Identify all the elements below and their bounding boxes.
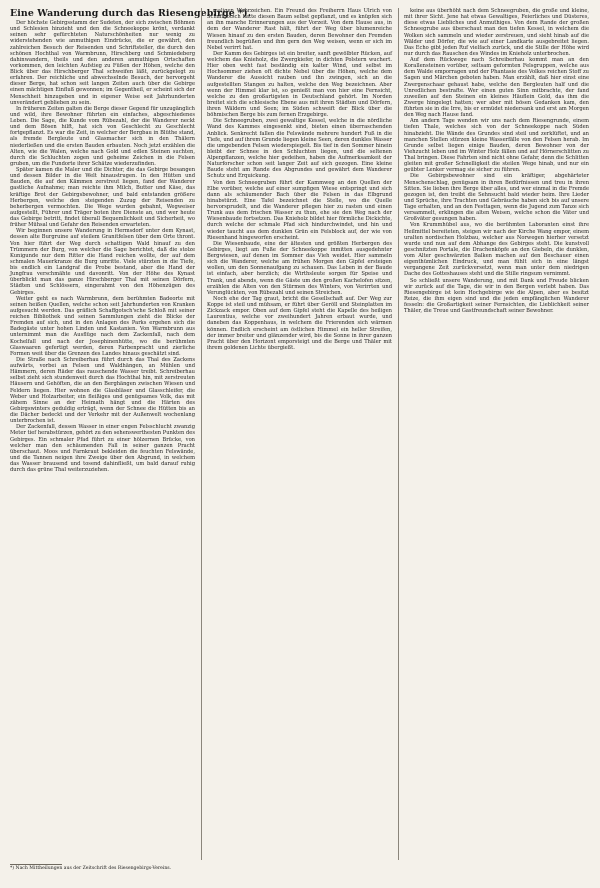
paragraph: Die Wiesenbaude, eine der ältesten und größten Herbergen des Gebirges, liegt am Fuße der Schneekoppe inmitten ausgedehnter Bergwiesen, auf denen im Sommer das Vieh weidet. Hier sammeln sich die Wanderer, welche am frühen Morgen den Gipfel ersteigen wollen, um den Sonnenaufgang zu schauen. Das Leben in der Baude ist einfach, aber herzlich; die Wirthsleute sorgen für Speise und Trank, und abends, wenn die Gäste um den großen Kachelofen sitzen, erzählen die Alten von den Stürmen des Winters, von Verirrten und Verunglückten, von Rübezahl und seinen Streichen.: [207, 240, 392, 296]
paragraph: Wir beginnen unsere Wanderung in Hermsdorf unter dem Kynast, dessen alte Burgruine auf steilem Granitfelsen über dem Orte thront. Von hier führt der Weg durch schattigen Wald hinauf zu den Trümmern der Burg, von welcher die Sage berichtet, daß die stolze Kunigunde nur dem Ritter die Hand reichen wollte, der auf dem schmalen Mauerkranze die Burg umritte. Viele stürzten in die Tiefe, bis endlich ein Landgraf die Probe bestand, aber die Hand der Jungfrau verschmähte und davonritt. Von der Höhe des Kynast überblickt man das ganze Hirschberger Thal mit seinen Dörfern, Städten und Schlössern, eingerahmt von den Höhenzügen des Gebirges.: [10, 228, 195, 296]
article-columns: [10, 8, 590, 860]
footnote: *) Nach Mittheilungen aus der Zeitschrift des Riesengebirgs-Vereins.: [10, 866, 172, 871]
paragraph: Am andern Tage wenden wir uns nach dem Riesengrunde, einem tiefen Thale, welches sich von der Schneekoppe nach Süden hinabzieht. Die Wände des Grundes sind steil und zerklüftet, und an manchen Stellen stürzen kleine Wasserfälle von den Felsen herab. Im Grunde selbst liegen einige Bauden, deren Bewohner von der Viehzucht leben und im Winter Holz fällen und auf Hörnerschlitten zu Thal bringen. Diese Fahrten sind nicht ohne Gefahr, denn die Schlitten gleiten mit großer Schnelligkeit die steilen Wege hinab, und nur ein geübter Lenker vermag sie sicher zu führen.: [404, 118, 589, 174]
article-title: Eine Wanderung durch das Riesengebirge *).: [10, 8, 252, 19]
paragraph: Die Straße nach Schreiberhau führt durch das Thal des Zackens aufwärts, vorbei an Felsen und Waldhängen, an Mühlen und Hämmern, deren Räder das rauschende Wasser treibt. Schreiberhau selbst zieht sich stundenweit durch das Hochthal hin, mit zerstreuten Häusern und Gehöften, die an den Berghängen zwischen Wiesen und Feldern liegen. Hier wohnen die Glasbläser und Glasschleifer, die Weber und Holzarbeiter, ein fleißiges und genügsames Volk, das mit zähem Sinne an der Heimath hängt und die Härten des Gebirgswinters geduldig erträgt, wenn der Schnee die Hütten bis an die Dächer bedeckt und der Verkehr mit der Außenwelt wochenlang unterbrochen ist.: [10, 356, 195, 425]
column-divider: [201, 8, 202, 860]
paragraph: So schließt unsere Wanderung, und mit Dank und Freude blicken wir zurück auf die Tage, die wir in den Bergen verlebt haben. Das Riesengebirge ist kein Hochgebirge wie die Alpen, aber es besitzt Reize, die ihm eigen sind und die jeden empfänglichen Wanderer fesseln: die Großartigkeit seiner Fernsichten, die Lieblichkeit seiner Thäler, die Treue und Gastfreundschaft seiner Bewohner.: [404, 277, 589, 315]
paragraph: Später kamen die Maler und die Dichter, die das Gebirge besangen und dessen Bilder in die Welt hinaustrugen. In den Hütten und Bauden, die auf den Kämmen zerstreut liegen, fand der Wanderer gastliche Aufnahme; man reichte ihm Milch, Butter und Käse, das kräftige Brot der Gebirgsbewohner, und bald entstanden größere Herbergen, welche den steigenden Zuzug der Reisenden zu beherbergen vermochten. Die Wege wurden gebahnt, Wegweiser aufgestellt, Führer und Träger boten ihre Dienste an, und wer heute das Gebirge betritt, findet überall Bequemlichkeit und Sicherheit, wo früher Mühsal und Gefahr den Reisenden erwarteten.: [10, 167, 195, 229]
paragraph: Der Zackenfall, dessen Wasser in einer engen Felsschlucht zwanzig Meter tief herabstürzen, gehört zu den sehenswerthesten Punkten des Gebirges. Ein schmaler Pfad führt zu einer hölzernen Brücke, von welcher man den schäumenden Fall in seiner ganzen Pracht überschaut. Moos und Farnkraut bekleiden die feuchten Felswände, und die Tannen neigen ihre Zweige über den Abgrund, in welchem das Wasser brausend und tosend dahinfließt, um bald darauf ruhig durch das grüne Thal weiterzuziehen.: [10, 424, 195, 474]
footnote-divider: [10, 864, 62, 865]
paragraph: keine aus überhöht nach dem Schneegruben, die große und kleine, mit ihrer Sicht. Jene hat etwas Gewaltiges, Feierliches und Düsteres, diese etwas Liebliches und Anmuthiges. Von dem Rande der großen Schneegrube aus überschaut man den tiefen Kessel, in welchem die Wolken sich sammeln und wieder zerstreuen, und sieht hinab auf die Wälder und Dörfer, die wie auf einer Landkarte ausgebreitet liegen. Das Echo gibt jeden Ruf vielfach zurück, und die Stille der Höhe wird nur durch das Rauschen des Windes im Knieholz unterbrochen.: [404, 8, 589, 57]
newspaper-page: [10, 8, 590, 880]
paragraph: Die Gebirgsbewohner sind ein kräftiger, abgehärteter Menschenschlag, genügsam in ihren Bedürfnissen und treu in ihren Sitten. Sie lieben ihre Berge über alles, und wer einmal in die Fremde gezogen ist, den treibt die Sehnsucht bald wieder heim. Ihre Lieder und Sprüche, ihre Trachten und Gebräuche haben sich bis auf unsere Tage erhalten, und an den Festtagen, wenn die Jugend zum Tanze sich versammelt, erklingen die alten Weisen, welche schon die Väter und Großväter gesungen haben.: [404, 173, 589, 223]
paragraph: Noch ehe der Tag graut, bricht die Gesellschaft auf. Der Weg zur Koppe ist steil und mühsam, er führt über Geröll und Steinplatten im Zickzack empor. Oben auf dem Gipfel steht die Kapelle des heiligen Laurentius, welche vor zweihundert Jahren erbaut wurde, und daneben das Koppenhaus, in welchem die Frierenden sich wärmen können. Endlich erscheint am östlichen Himmel ein heller Streifen, der immer breiter und glänzender wird, bis die Sonne in ihrer ganzen Pracht über den Horizont emporsteigt und die Berge und Thäler mit ihrem goldenen Lichte übergießt.: [207, 295, 392, 351]
paragraph: Der höchste Gebirgsstamm der Sudeten, der sich zwischen Böhmen und Schlesien hinzieht und den die Schneekoppe krönt, verdankt seinen sehr gefürchteten Naturschönheiten nur wenig zu widerstehenden wie anmuthigen Eindrücke, die er gewährt, den zahlreichen Besuch der Reisenden und Schriftsteller, die durch den schönen Hochthal von Warmbrunn, Hirschberg und Schmiedeberg dahinwandern, theils und den anderen anmuthigen Ortschaften vorkommen, den leichten Aufstieg zu Füßen der Höhen, welche den Blick über das Hirschberger Thal schweifen läßt, zurückgelegt zu erfahren. Der reichliche und abwechselnde Besuch, der hervorgeht dieser Berge, hat schon seit langen Zeiten auch über die Gebirge einen mächtigen Einfluß gewonnen; im Gegentheil, er scheint sich der Menschheit hinzugeben und in eigener Weise seit Jahrhunderten unverändert geblieben zu sein.: [10, 20, 195, 106]
paragraph: In früheren Zeiten galten die Berge dieser Gegend für unzugänglich und wild, ihre Bewohner führten ein einfaches, abgeschiedenes Leben. Die Sage, die Kunde vom Rübezahl, der die Wanderer neckt und dem Bösen hilft, hat sich von Geschlecht zu Geschlecht fortgepflanzt. Es war die Zeit, in welcher der Bergbau in Blüthe stand, als fremde Bergleute und Glasmacher sich in den Thälern niederließen und die ersten Bauden erbauten. Noch jetzt erzählen die Alten, wie die Walen, welche nach Gold und edlen Steinen suchten, durch die Schluchten zogen und geheime Zeichen in die Felsen gruben, um die Fundorte ihrer Schätze wiederzufinden.: [10, 105, 195, 167]
column-2: [207, 8, 392, 860]
paragraph: maligen Wahrzeichen. Ein Freund des Freiherrn Haus Ulrich von Schaffgotsch hatte diesen Baum selbst gepflanzt, und es knüpfen sich an ihn manche Erinnerungen aus der Vorzeit. Von dem Hause aus, in dem der Wanderer Rast hält, führt der Weg über blumenreiche Wiesen hinauf zu den ersten Bauden, deren Bewohner den Fremden freundlich begrüßen und ihm gern den Weg weisen, wenn er sich im Nebel verirrt hat.: [207, 8, 392, 51]
column-divider: [398, 8, 399, 860]
paragraph: Die Schneegruben, zwei gewaltige Kessel, welche in die nördliche Wand des Kammes eingesenkt sind, bieten einen überraschenden Anblick. Senkrecht fallen die Felswände mehrere hundert Fuß in die Tiefe, und auf ihrem Grunde liegen kleine Seen, deren dunkles Wasser die umgebenden Felsen wiederspiegelt. Bis tief in den Sommer hinein bleibt der Schnee in den Schluchten liegen, und die seltenen Alpenpflanzen, welche hier gedeihen, haben die Aufmerksamkeit der Naturforscher schon seit langer Zeit auf sich gezogen. Eine kleine Baude steht am Rande des Abgrundes und gewährt dem Wanderer Schutz und Erquickung.: [207, 118, 392, 180]
column-3: [404, 8, 589, 860]
paragraph: Auf dem Rückwege nach Schreiberhau kommt man an den Korallensteinen vorüber, seltsam geformten Felsgruppen, welche aus dem Walde emporragen und der Phantasie des Volkes reichen Stoff zu Sagen und Märchen geboten haben. Man erzählt, daß hier einst eine Zwergenschaar gehaust habe, welche den Bergleuten half und die Unredlichen bestrafte. Wer einen guten Sinn mitbrachte, der fand zuweilen auf den Steinen ein kleines Häuflein Gold, das ihm die Zwerge hingelegt hatten; wer aber mit bösen Gedanken kam, den führten sie in die Irre, bis er ermüdet niedersank und erst am Morgen den Weg nach Hause fand.: [404, 57, 589, 119]
paragraph: Weiter geht es nach Warmbrunn, dem berühmten Badeorte mit seinen heißen Quellen, welche schon seit Jahrhunderten von Kranken aufgesucht werden. Das gräflich Schaffgotsch'sche Schloß mit seiner reichen Bibliothek und seinen Sammlungen zieht die Blicke der Fremden auf sich, und in den Anlagen des Parks ergehen sich die Badegäste unter hohen Linden und Kastanien. Von Warmbrunn aus unternimmt man die Ausflüge nach dem Zackenfall, nach dem Kochelfall und nach der Josephinenhütte, wo die berühmten Glaswaaren gefertigt werden, deren Farbenpracht und zierliche Formen weit über die Grenzen des Landes hinaus geschätzt sind.: [10, 295, 195, 357]
paragraph: Von den Schneegruben führt der Kammweg an den Quellen der Elbe vorüber, welche auf einer sumpfigen Wiese entspringt und sich dann als schäumender Bach über die Felsen in das Elbgrund hinabstürzt. Eine Tafel bezeichnet die Stelle, wo die Quelle hervorsprudelt, und die Wanderer pflegen hier zu rasten und einen Trunk aus dem frischen Wasser zu thun, ehe sie den Weg nach der Wiesenbaude fortsetzen. Das Knieholz bildet hier förmliche Dickichte, durch welche der schmale Pfad sich hindurchwindet, und hin und wieder taucht aus dem dunklen Grün ein Felsblock auf, der wie von Riesenhand hingeworfen erscheint.: [207, 179, 392, 241]
paragraph: Der Kamm des Gebirges ist ein breiter, sanft gewölbter Rücken, auf welchem das Knieholz, die Zwergkiefer, in dichten Polstern wuchert. Hier oben weht fast beständig ein kalter Wind, und selbst im Hochsommer ziehen oft dichte Nebel über die Höhen, welche dem Wanderer die Aussicht rauben und ihn zwingen, sich an die aufgestellten Stangen zu halten, welche den Weg bezeichnen. Aber wenn der Himmel klar ist, so genießt man von hier eine Fernsicht, welche zu den großartigsten in Deutschland gehört. Im Norden breitet sich die schlesische Ebene aus mit ihren Städten und Dörfern, ihren Wäldern und Seen; im Süden schweift der Blick über die böhmischen Berge bis zum fernen Erzgebirge.: [207, 50, 392, 119]
column-1: [10, 8, 252, 860]
paragraph: Von Krummhübel aus, wo die berühmten Laboranten einst ihre Heilmittel bereiteten, steigen wir nach der Kirche Wang empor, einem uralten nordischen Holzbau, welcher aus Norwegen hierher versetzt wurde und nun auf dem Abhange des Gebirges steht. Die kunstvoll geschnitzten Portale, die Drachenköpfe an den Giebeln, die dunklen, vom Alter geschwärzten Balken machen auf den Beschauer einen eigenthümlichen Eindruck, und man fühlt sich in eine längst vergangene Zeit zurückversetzt, wenn man unter dem niedrigen Dache des Gotteshauses steht und die Stille ringsum vernimmt.: [404, 222, 589, 278]
